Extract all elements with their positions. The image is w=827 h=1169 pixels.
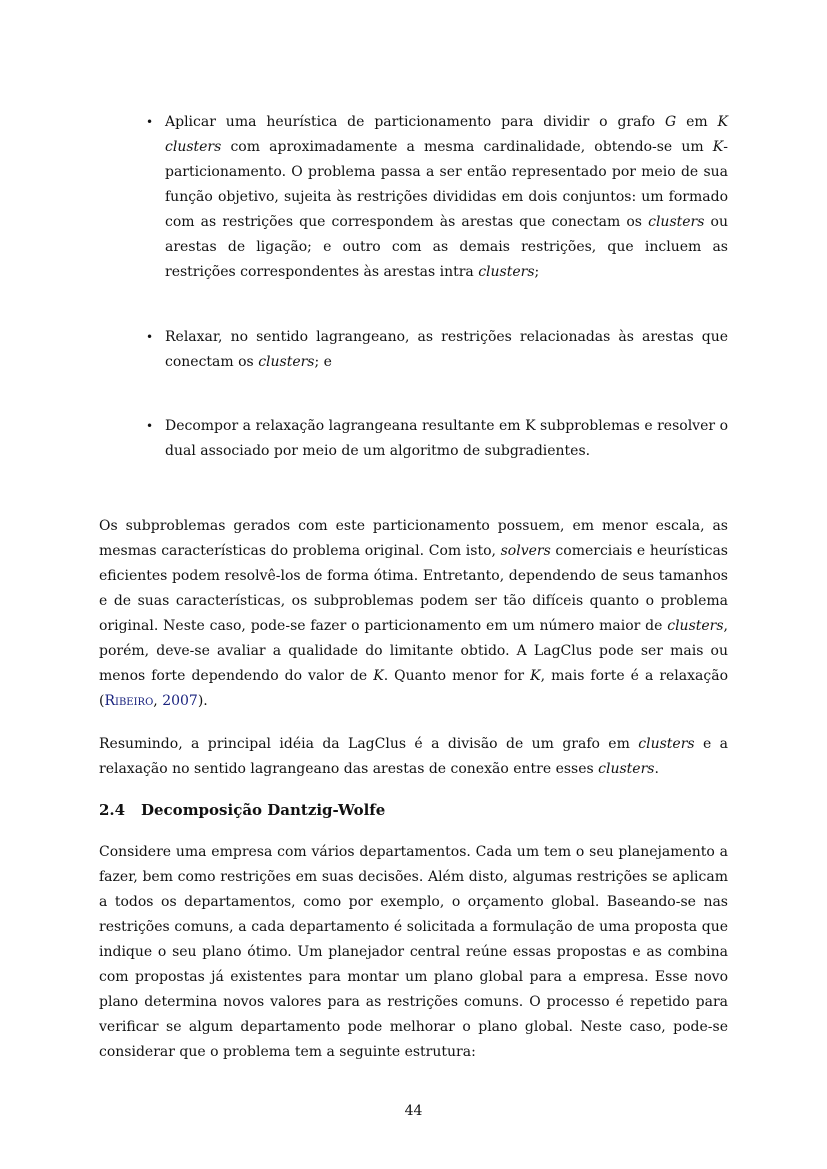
list-item: • Relaxar, no sentido lagrangeano, as restrições relacionadas às arestas que conectam os clusters; e: [165, 325, 728, 375]
body-paragraph: Resumindo, a principal idéia da LagClus é a divisão de um grafo em clusters e a relaxação no sentido lagrangeano das arestas de conexão entre esses clusters.: [99, 736, 728, 777]
bullet-icon: •: [146, 330, 154, 344]
section-heading: [99, 798, 385, 823]
body-paragraph: Os subproblemas gerados com este particionamento possuem, em menor escala, as mesmas características do problema original. Com isto, solvers comerciais e heurísticas eficientes podem resolvê-los de forma ótima. Entretanto, dependendo de seus tamanhos e de suas características, os subproblemas podem ser tão difíceis quanto o problema original. Neste caso, pode-se fazer o particionamento em um número maior de clusters, porém, deve-se avaliar a qualidade do limitante obtido. A LagClus pode ser mais ou menos forte dependendo do valor de K. Quanto menor for K, mais forte é a relaxação (Ribeiro, 2007).: [99, 518, 728, 709]
bullet-icon: •: [146, 419, 154, 433]
section-title: Decomposição Dantzig-Wolfe: [141, 801, 386, 819]
bullet-icon: •: [146, 115, 154, 129]
body-paragraph: Considere uma empresa com vários departamentos. Cada um tem o seu planejamento a fazer, bem como restrições em suas decisões. Além disto, algumas restrições se aplicam a todos os departamentos, como por exemplo, o orçamento global. Baseando-se nas restrições comuns, a cada departamento é solicitada a formulação de uma proposta que indique o seu plano ótimo. Um planejador central reúne essas propostas e as combina com propostas já existentes para montar um plano global para a empresa. Esse novo plano determina novos valores para as restrições comuns. O processo é repetido para verificar se algum departamento pode melhorar o plano global. Neste caso, pode-se considerar que o problema tem a seguinte estrutura:: [99, 844, 728, 1060]
list-item: • Aplicar uma heurística de particionamento para dividir o grafo G em K clusters com aproximadamente a mesma cardinalidade, obtendo-se um K-particionamento. O problema passa a ser então representado por meio de sua função objetivo, sujeita às restrições divididas em dois conjuntos: um formado com as restrições que correspondem às arestas que conectam os clusters ou arestas de ligação; e outro com as demais restrições, que incluem as restrições correspondentes às arestas intra clusters;: [165, 110, 728, 285]
citation-link[interactable]: Ribeiro: [104, 693, 154, 709]
citation-year-link[interactable]: 2007: [162, 693, 198, 709]
list-item: • Decompor a relaxação lagrangeana resultante em K subproblemas e resolver o dual associado por meio de um algoritmo de subgradientes.: [165, 414, 728, 464]
page-number: 44: [404, 1103, 423, 1119]
section-number: 2.4: [99, 801, 126, 819]
